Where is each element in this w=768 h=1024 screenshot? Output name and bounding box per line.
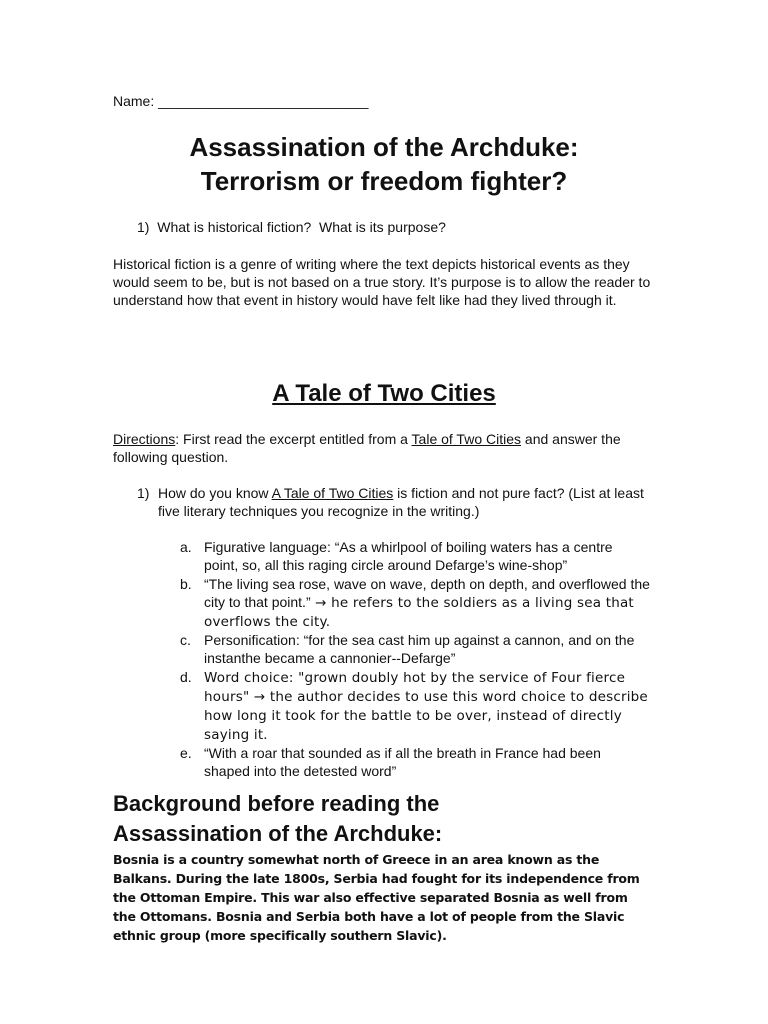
list-item-text: Figurative language: “As a whirlpool of boiling waters has a centre point, so, all this raging circle around Defarge’s wine-shop” (204, 539, 613, 573)
background-heading-line-1: Background before reading the (113, 791, 440, 816)
section-title: A Tale of Two Cities (272, 380, 496, 407)
title-line-2: Terrorism or freedom fighter? (200, 166, 568, 196)
list-item-extra: Word choice: "grown doubly hot by the service of Four fierce hours" → the author decides to use this word choice to describe how long it took for the battle to be over, instead of directly saying it. (204, 670, 648, 743)
list-item-text: “The living sea rose, wave on wave, depth on depth, and overflowed the city to that point.” (204, 576, 650, 610)
name-field-label: Name: ___________________________ (113, 93, 369, 109)
list-item-letter: c. (180, 632, 191, 648)
list-item-letter: b. (180, 576, 192, 592)
directions-book-title: Tale of Two Cities (411, 431, 522, 447)
list-item-text: Personification: “for the sea cast him up against a cannon, and on the instanthe became a cannonier--Defarge” (204, 632, 635, 666)
question-2-number: 1) (137, 485, 150, 501)
page-title (0, 130, 768, 198)
background-paragraph: Bosnia is a country somewhat north of Greece in an area known as the Balkans. During the late 1800s, Serbia had fought for its independence from the Ottoman Empire. This war also effective separated Bosnia as well from the Ottomans. Bosnia and Serbia both have a lot of people from the Slavic ethnic group (more specifically southern Slavic). (113, 852, 640, 943)
directions-text-before: : First read the excerpt entitled from a (175, 431, 412, 447)
list-item (180, 631, 650, 668)
question-2-text-before: How do you know (158, 485, 272, 501)
list-item (180, 538, 650, 575)
question-2 (137, 484, 657, 520)
question-2-book-title: A Tale of Two Cities (271, 485, 394, 501)
directions (113, 430, 653, 466)
background-heading-line-2: Assassination of the Archduke: (113, 821, 443, 846)
list-item (180, 575, 650, 631)
question-2-text-after: is fiction and not pure fact? (List at least five literary techniques you recognize in the writing.) (158, 485, 644, 519)
title-line-1: Assassination of the Archduke: (189, 132, 579, 162)
list-item-letter: e. (180, 745, 192, 761)
list-item-text: “With a roar that sounded as if all the breath in France had been shaped into the detested word” (204, 745, 601, 779)
answer-1-paragraph: Historical fiction is a genre of writing where the text depicts historical events as they would seem to be, but is not based on a true story. It’s purpose is to allow the reader to understand how that event in history would have felt like had they lived through it. (113, 256, 651, 308)
directions-label: Directions (113, 431, 176, 447)
list-item (180, 668, 650, 744)
list-item-letter: a. (180, 539, 192, 555)
answer-list (180, 538, 650, 781)
list-item (180, 744, 650, 781)
directions-text-after: and answer the following question. (113, 431, 621, 465)
list-item-extra: → he refers to the soldiers as a living sea that overflows the city. (204, 595, 634, 630)
background-heading (113, 789, 442, 849)
list-item-letter: d. (180, 669, 192, 685)
question-1: 1) What is historical fiction? What is its purpose? (137, 219, 446, 235)
